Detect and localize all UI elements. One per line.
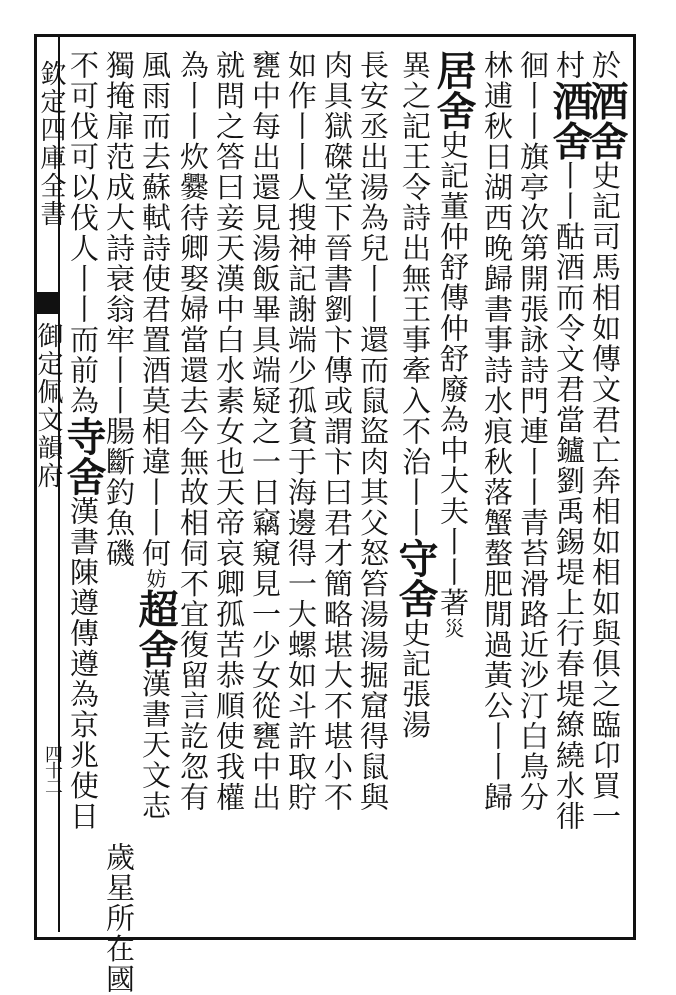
text-run: 不可伐可以伐人丨丨而前為 [66, 50, 100, 416]
headword-char: 舍 [132, 628, 179, 669]
text-run: 風雨而去蘇軾詩使君置酒莫相違丨丨何 [138, 50, 172, 569]
text-column-12 [172, 50, 214, 813]
headword-char: 酒 [582, 80, 629, 121]
headword-char: 守 [392, 538, 439, 578]
headword-char: 寺 [60, 416, 107, 456]
text-run: 甕中每出還見湯飯畢具端疑之一日竊窺見一少女從甕中出 [248, 50, 282, 813]
text-run: 史記董仲舒傳仲舒廢為中大夫丨丨著 [436, 130, 470, 618]
text-run-small: 災 [441, 618, 465, 638]
fish-tail-mark [36, 292, 58, 314]
text-run: 林逋秋日湖西晚歸書事詩水痕秋落蟹螯肥閒過黃公丨丨歸 [480, 50, 514, 813]
text-run: 史記張湯 [398, 618, 432, 740]
headword-char: 舍 [582, 120, 629, 161]
text-run: 於 [588, 50, 622, 81]
text-column-4 [476, 50, 518, 813]
text-column-1 [582, 50, 629, 832]
text-column-15 [60, 50, 107, 832]
headword-char: 居 [430, 50, 477, 90]
headword-char: 酒 [546, 80, 593, 121]
text-run: 異之記王令詩出無王事牽入不治丨丨 [398, 50, 432, 538]
text-column-8 [316, 50, 358, 813]
text-run: 長安丞出湯為兒丨丨還而鼠盜肉其父怒笞湯湯掘窟得鼠與 [356, 50, 390, 813]
text-run-small: 妨 [143, 568, 167, 589]
text-column-3 [512, 50, 554, 813]
text-column-2 [546, 50, 593, 832]
text-run: 村 [552, 50, 586, 81]
headword-char: 超 [132, 588, 179, 629]
text-column-13 [132, 50, 179, 821]
sidebar-book-title: 欽定四庫全書 [36, 60, 66, 228]
text-run: 史記司馬相如傳文君亡奔相如相如與俱之臨卬買一 [588, 160, 622, 832]
headword-char: 舍 [430, 90, 477, 130]
text-run: 丨丨酤酒而令文君當鑪劉禹錫堤上行春堤繚繞水徘 [552, 160, 586, 832]
text-run: 漢書陳遵傳遵為京兆使日 [66, 496, 100, 832]
text-column-9 [280, 50, 322, 813]
page-number: 四十二 [42, 745, 63, 793]
text-run: 歲星所在國 [102, 842, 136, 995]
text-run: 為丨丨炊爨待卿娶婦當還去今無故相伺不宜復留言訖忽有 [176, 50, 210, 813]
headword-char: 舍 [60, 456, 107, 496]
text-run: 肉具獄磔堂下晉書劉卞傳或謂卞曰君才簡略堪大不堪小不 [320, 50, 354, 813]
text-column-10 [244, 50, 286, 813]
text-run: 如作丨丨人搜神記謝端少孤貧于海邊得一大螺如斗許取貯 [284, 50, 318, 813]
sidebar-work-title: 御定佩文韻府 [33, 322, 63, 490]
headword-char: 舍 [392, 578, 439, 618]
text-run: 漢書天文志 [138, 668, 172, 821]
text-run: 就問之答曰妾天漢中白水素女也天帝哀卿孤苦恭順使我權 [212, 50, 246, 813]
text-column-11 [208, 50, 250, 813]
text-column-6 [392, 50, 439, 740]
text-column-7 [352, 50, 394, 813]
headword-char: 舍 [546, 120, 593, 161]
text-run: 徊丨丨旗亭次第開張詠詩門連丨丨青苔滑路近沙汀白鳥分 [516, 50, 550, 813]
text-run: 獨掩扉范成大詩衰翁牢丨丨腸斷釣魚磯 [102, 50, 136, 569]
